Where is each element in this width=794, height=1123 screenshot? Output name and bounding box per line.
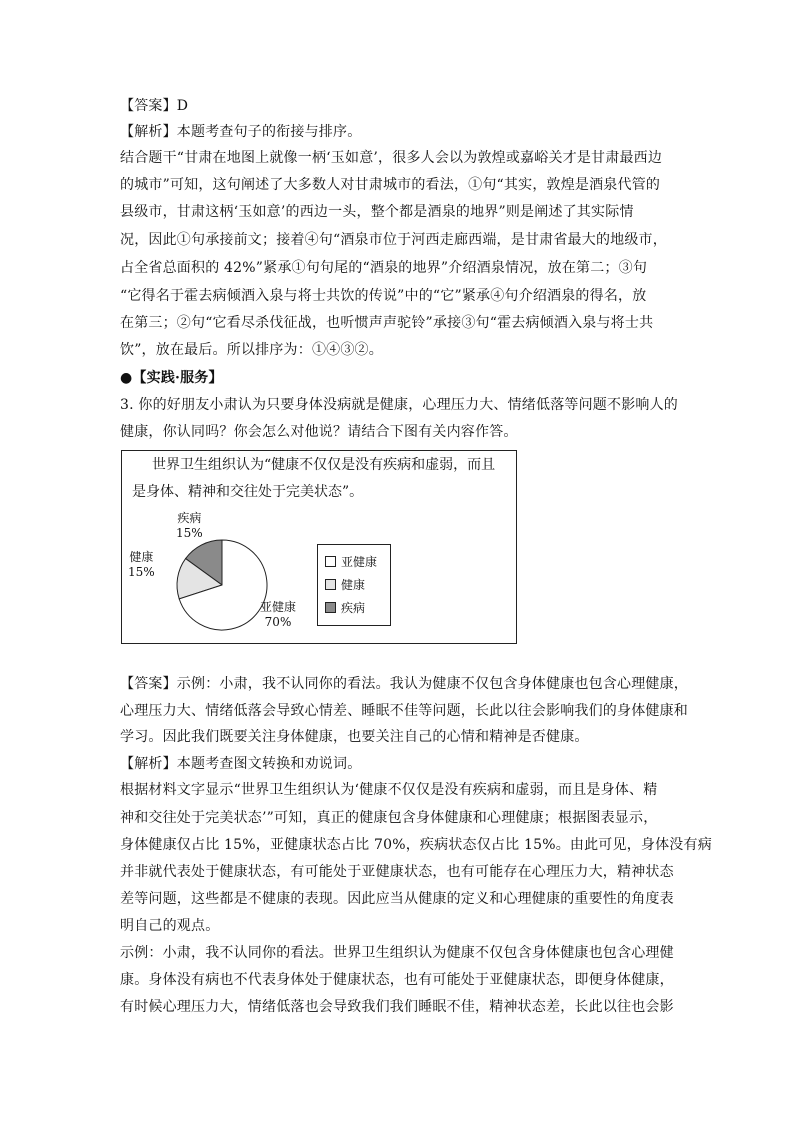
- pie-label-disease: 疾病 15%: [176, 511, 203, 540]
- chart-legend: [317, 544, 391, 626]
- analysis-line: 并非就代表处于健康状态，有可能处于亚健康状态，也有可能存在心理压力大，精神状态: [120, 864, 674, 880]
- legend-item: 亚健康: [325, 555, 377, 569]
- answer-line: 心理压力大、情绪低落会导致心情差、睡眠不佳等问题，长此以往会影响我们的身体健康和: [120, 703, 688, 719]
- analysis-line: 示例：小肃，我不认同你的看法。世界卫生组织认为健康不仅包含身体健康也包含心理健: [120, 945, 674, 961]
- legend-swatch: [325, 602, 336, 613]
- chart-box: [121, 450, 517, 644]
- question-line: 健康，你认同吗？你会怎么对他说？请结合下图有关内容作答。: [120, 424, 518, 440]
- analysis-line: 占全省总面积的 42%”紧承①句句尾的“酒泉的地界”介绍酒泉情况，放在第二；③句: [120, 260, 648, 276]
- question-line: 3. 你的好朋友小肃认为只要身体没病就是健康，心理压力大、情绪低落等问题不影响人的: [120, 397, 679, 413]
- analysis-line: 神和交往处于完美状态’”可知，真正的健康包含身体健康和心理健康；根据图表显示，: [120, 810, 658, 826]
- answer-line: 【答案】D: [120, 98, 189, 114]
- pie-label-subhealth: 亚健康 70%: [260, 600, 297, 629]
- chart-intro-line: 是身体、精神和交往处于完美状态”。: [132, 484, 364, 500]
- analysis-line: 康。身体没有病也不代表身体处于健康状态，也有可能处于亚健康状态，即便身体健康，: [120, 972, 674, 988]
- analysis-line: 【解析】本题考查句子的衔接与排序。: [120, 124, 362, 140]
- legend-swatch: [325, 579, 336, 590]
- analysis-line: 结合题干“甘肃在地图上就像一柄‘玉如意’，很多人会以为敦煌或嘉峪关才是甘肃最西边: [120, 150, 663, 166]
- answer-line: 【答案】示例：小肃，我不认同你的看法。我认为健康不仅包含身体健康也包含心理健康，: [120, 676, 688, 692]
- section-title: ●【实践·服务】: [120, 370, 223, 386]
- legend-item: 健康: [325, 578, 365, 592]
- analysis-line: 明自己的观点。: [120, 918, 220, 934]
- analysis-line: 饮”，放在最后。所以排序为：①④③②。: [120, 342, 383, 358]
- analysis-line: 况，因此①句承接前文；接着④句“酒泉市位于河西走廊西端，是甘肃省最大的地级市，: [120, 232, 667, 248]
- pie-label-healthy: 健康 15%: [128, 550, 155, 579]
- analysis-line: 县级市，甘肃这柄‘玉如意’的西边一头，整个都是酒泉的地界”则是阐述了其实际情: [120, 204, 634, 220]
- chart-intro-line: 世界卫生组织认为“健康不仅仅是没有疾病和虚弱，而且: [152, 457, 496, 473]
- analysis-line: 在第三；②句“它看尽杀伐征战，也听惯声声驼铃”承接③句“霍去病倾酒入泉与将士共: [120, 315, 654, 331]
- analysis-line: 【解析】本题考查图文转换和劝说词。: [120, 756, 362, 772]
- legend-swatch: [325, 556, 336, 567]
- analysis-line: “它得名于霍去病倾酒入泉与将士共饮的传说”中的“它”紧承④句介绍酒泉的得名，放: [120, 288, 647, 304]
- analysis-line: 有时候心理压力大，情绪低落也会导致我们我们睡眠不佳，精神状态差，长此以往也会影: [120, 999, 674, 1015]
- analysis-line: 身体健康仅占比 15%，亚健康状态占比 70%，疾病状态仅占比 15%。由此可见，身体没有病: [120, 837, 712, 853]
- answer-line: 学习。因此我们既要关注身体健康，也要关注自己的心情和精神是否健康。: [120, 729, 589, 745]
- analysis-line: 差等问题，这些都是不健康的表现。因此应当从健康的定义和心理健康的重要性的角度表: [120, 891, 674, 907]
- analysis-line: 的城市”可知，这句阐述了大多数人对甘肃城市的看法，①句“其实，敦煌是酒泉代管的: [120, 177, 661, 193]
- legend-item: 疾病: [325, 601, 365, 615]
- analysis-line: 根据材料文字显示“世界卫生组织认为‘健康不仅仅是没有疾病和虚弱，而且是身体、精: [120, 782, 658, 798]
